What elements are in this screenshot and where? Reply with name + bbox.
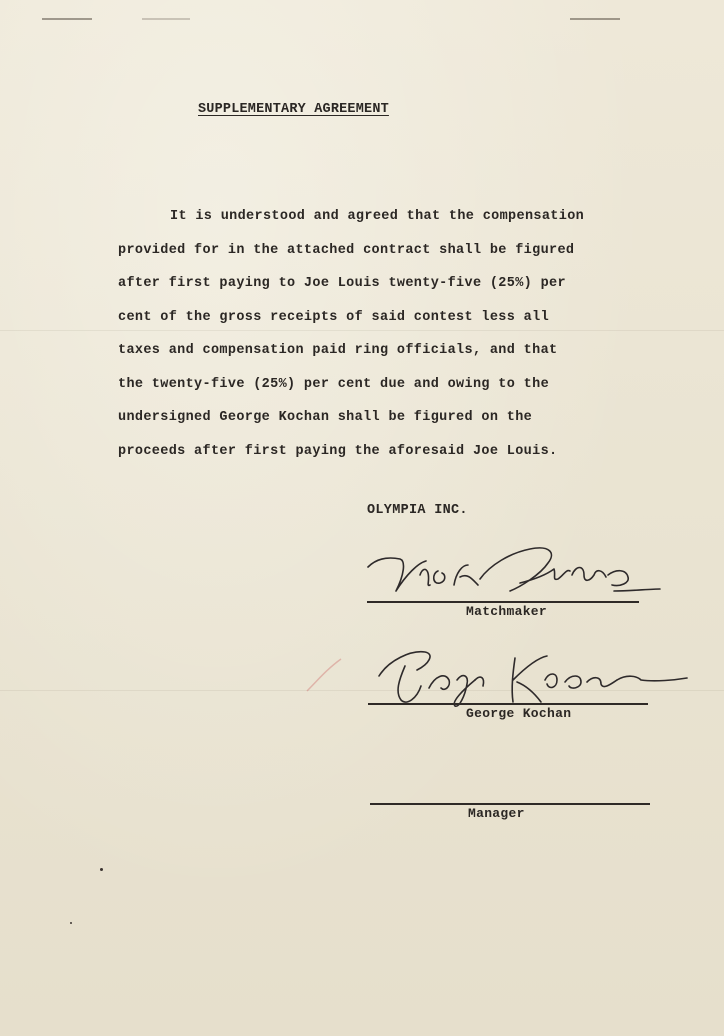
staple-mark bbox=[42, 18, 92, 20]
signature-line bbox=[368, 703, 648, 705]
paragraph-line: taxes and compensation paid ring officials, and that bbox=[118, 343, 558, 358]
agreement-paragraph bbox=[118, 200, 678, 468]
signature-line bbox=[367, 601, 639, 603]
paragraph-line: the twenty-five (25%) per cent due and owing to the bbox=[118, 376, 550, 392]
paragraph-line: provided for in the attached contract shall be figured bbox=[118, 242, 575, 258]
paragraph-line: after first paying to Joe Louis twenty-five (25%) per bbox=[118, 276, 566, 291]
document-title: SUPPLEMENTARY AGREEMENT bbox=[198, 102, 389, 117]
staple-mark bbox=[570, 18, 620, 20]
staple-mark bbox=[142, 18, 190, 20]
paragraph-line: undersigned George Kochan shall be figured on the bbox=[118, 410, 533, 425]
paragraph-line: It is understood and agreed that the compensation bbox=[170, 209, 585, 224]
paragraph-line: cent of the gross receipts of said contest less all bbox=[118, 309, 550, 325]
matchmaker-signature bbox=[360, 535, 670, 610]
signature-line bbox=[370, 803, 650, 805]
signature-label: Matchmaker bbox=[466, 604, 548, 619]
company-name: OLYMPIA INC. bbox=[367, 503, 468, 518]
ink-spot bbox=[100, 868, 103, 871]
signature-label: Manager bbox=[468, 806, 525, 821]
ink-spot bbox=[70, 922, 72, 924]
red-pencil-mark bbox=[305, 655, 345, 695]
signature-label: George Kochan bbox=[466, 706, 572, 721]
paragraph-line: proceeds after first paying the aforesaid Joe Louis. bbox=[118, 443, 558, 459]
